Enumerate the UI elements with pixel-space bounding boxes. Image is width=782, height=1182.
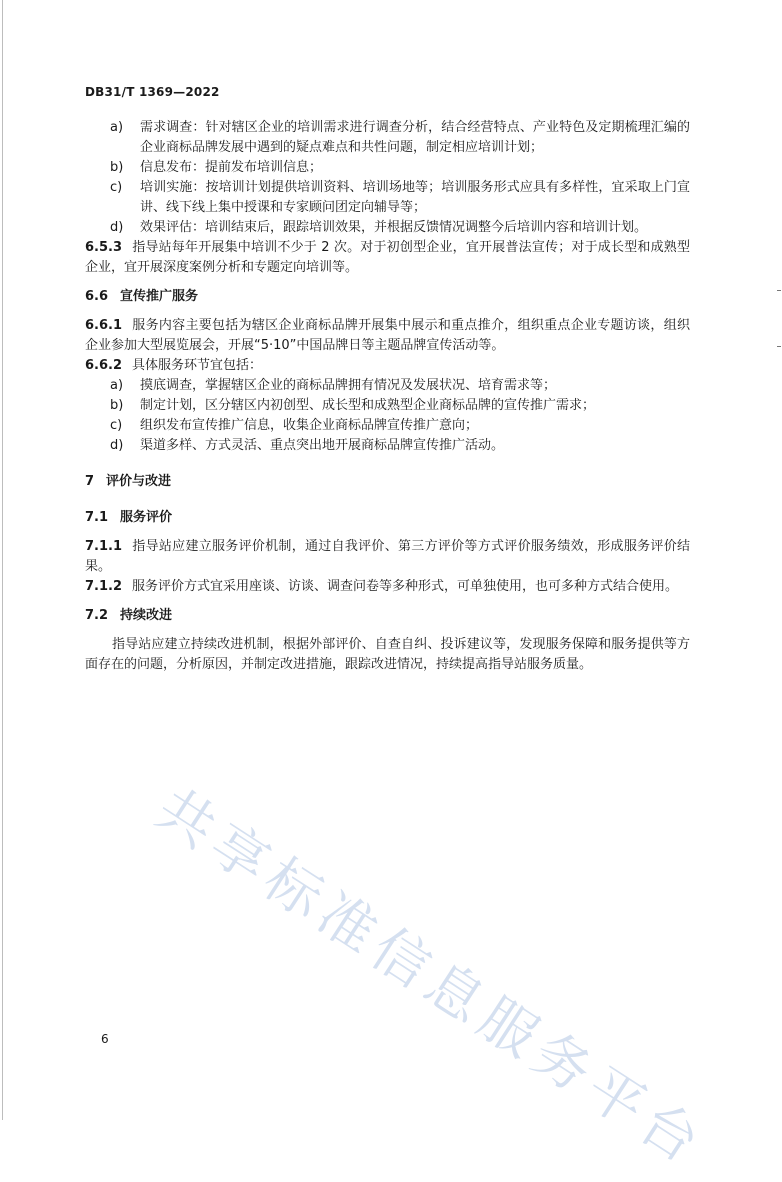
- list-item: a) 需求调查：针对辖区企业的培训需求进行调查分析，结合经营特点、产业特色及定期梳理汇编的企业商标品牌发展中遇到的疑点难点和共性问题，制定相应培训计划；: [110, 120, 690, 155]
- margin-tick: [777, 346, 781, 347]
- clause-6-5-3: 6.5.3 指导站每年开展集中培训不少于 2 次。对于初创型企业，宜开展普法宣传；对于成长型和成熟型企业，宜开展深度案例分析和专题定向培训等。: [85, 240, 690, 275]
- list-item: d) 效果评估：培训结束后，跟踪培训效果，并根据反馈情况调整今后培训内容和培训计划。: [110, 220, 648, 235]
- section-heading-7-1: 7.1 服务评价: [85, 510, 173, 525]
- clause-7-1-2: 7.1.2 服务评价方式宜采用座谈、访谈、调查问卷等多种形式，可单独使用，也可多种方式结合使用。: [85, 579, 679, 594]
- clause-6-6-2: 6.6.2 具体服务环节宜包括：: [85, 358, 263, 373]
- list-item: d) 渠道多样、方式灵活、重点突出地开展商标品牌宣传推广活动。: [110, 438, 505, 453]
- section-heading-6-6: 6.6 宣传推广服务: [85, 289, 199, 304]
- scan-edge-line: [2, 0, 3, 1120]
- paragraph-7-2: 指导站应建立持续改进机制，根据外部评价、自查自纠、投诉建议等，发现服务保障和服务提供等方面存在的问题，分析原因，并制定改进措施，跟踪改进情况，持续提高指导站服务质量。: [85, 637, 690, 672]
- clause-6-6-1: 6.6.1 服务内容主要包括为辖区企业商标品牌开展集中展示和重点推介，组织重点企业专题访谈，组织企业参加大型展览展会，开展“5·10”中国品牌日等主题品牌宣传活动等。: [85, 318, 690, 353]
- page-number: 6: [101, 1032, 109, 1046]
- clause-7-1-1: 7.1.1 指导站应建立服务评价机制，通过自我评价、第三方评价等方式评价服务绩效，形成服务评价结果。: [85, 539, 690, 574]
- watermark: 共享标准信息服务平台: [144, 776, 717, 1180]
- list-item: b) 制定计划，区分辖区内初创型、成长型和成熟型企业商标品牌的宣传推广需求；: [110, 398, 596, 413]
- list-item: a) 摸底调查，掌握辖区企业的商标品牌拥有情况及发展状况、培育需求等；: [110, 378, 557, 393]
- list-item: b) 信息发布：提前发布培训信息；: [110, 160, 323, 175]
- section-heading-7-2: 7.2 持续改进: [85, 608, 173, 623]
- list-item: c) 培训实施：按培训计划提供培训资料、培训场地等；培训服务形式应具有多样性，宜采取上门宣讲、线下线上集中授课和专家顾问团定向辅导等；: [110, 180, 690, 215]
- list-item: c) 组织发布宣传推广信息，收集企业商标品牌宣传推广意向；: [110, 418, 479, 433]
- main-content: [85, 118, 690, 675]
- margin-tick: [777, 290, 781, 291]
- standard-code-header: DB31/T 1369—2022: [85, 85, 220, 99]
- chapter-heading-7: 7 评价与改进: [85, 474, 172, 489]
